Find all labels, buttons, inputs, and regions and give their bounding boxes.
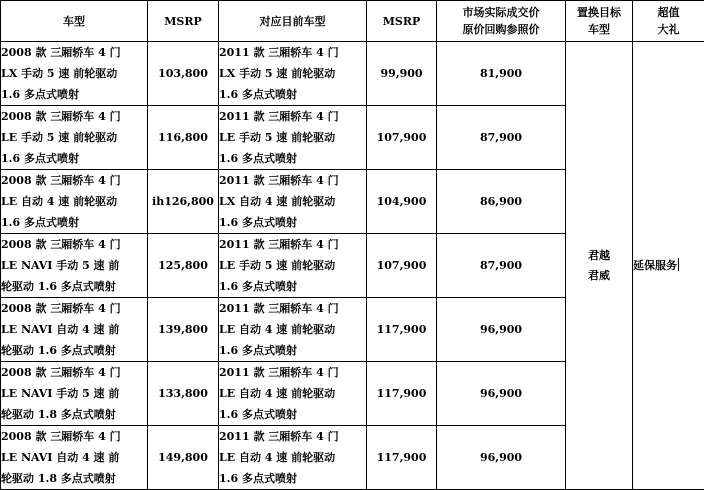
header-market-price-line-1: 市场实际成交价: [437, 4, 565, 21]
header-gift-line-2: 大礼: [633, 21, 704, 38]
old-model-line: LE NAVI 手动 5 速 前: [1, 255, 147, 276]
old-model-line: 2008 款 三厢轿车 4 门: [1, 42, 147, 63]
new-model-line: 2011 款 三厢轿车 4 门: [219, 234, 366, 255]
old-model-line: 2008 款 三厢轿车 4 门: [1, 362, 147, 383]
old-model-line: LX 手动 5 速 前轮驱动: [1, 63, 147, 84]
old-model-line: 2008 款 三厢轿车 4 门: [1, 170, 147, 191]
header-row: [1, 1, 704, 42]
new-msrp-cell: 104,900: [367, 170, 437, 234]
new-model-line: LE 自动 4 速 前轮驱动: [219, 319, 366, 340]
new-model-line: 1.6 多点式喷射: [219, 404, 366, 425]
old-model-line: LE NAVI 手动 5 速 前: [1, 383, 147, 404]
gift-text: 延保服务: [633, 259, 677, 272]
text-cursor: [678, 258, 679, 271]
buyback-price-cell: 96,900: [437, 298, 566, 362]
old-model-line: 2008 款 三厢轿车 4 门: [1, 106, 147, 127]
new-model-cell: [219, 170, 367, 234]
new-model-cell: [219, 362, 367, 426]
new-model-line: 1.6 多点式喷射: [219, 148, 366, 169]
new-model-line: LE 手动 5 速 前轮驱动: [219, 127, 366, 148]
new-model-line: 1.6 多点式喷射: [219, 212, 366, 233]
table-row: [1, 42, 704, 106]
old-model-line: LE NAVI 自动 4 速 前: [1, 447, 147, 468]
header-current-model: 对应目前车型: [219, 1, 367, 42]
new-model-line: 1.6 多点式喷射: [219, 340, 366, 361]
new-model-line: 2011 款 三厢轿车 4 门: [219, 42, 366, 63]
header-market-price-line-2: 原价回购参照价: [437, 21, 565, 38]
old-model-cell: [1, 106, 148, 170]
new-model-line: LE 自动 4 速 前轮驱动: [219, 383, 366, 404]
target-model-cell: [566, 42, 633, 490]
header-gift: [633, 1, 704, 42]
header-gift-line-1: 超值: [633, 4, 704, 21]
old-msrp-cell: 125,800: [148, 234, 219, 298]
new-model-cell: [219, 234, 367, 298]
new-model-line: 2011 款 三厢轿车 4 门: [219, 106, 366, 127]
new-model-line: 2011 款 三厢轿车 4 门: [219, 426, 366, 447]
old-model-line: 2008 款 三厢轿车 4 门: [1, 234, 147, 255]
buyback-price-cell: 87,900: [437, 106, 566, 170]
new-model-line: LE 自动 4 速 前轮驱动: [219, 447, 366, 468]
new-model-line: 1.6 多点式喷射: [219, 276, 366, 297]
header-target-line-2: 车型: [566, 21, 632, 38]
old-msrp-cell: 133,800: [148, 362, 219, 426]
new-msrp-cell: 117,900: [367, 426, 437, 490]
old-model-cell: [1, 426, 148, 490]
old-model-line: 1.6 多点式喷射: [1, 212, 147, 233]
old-model-line: LE 自动 4 速 前轮驱动: [1, 191, 147, 212]
new-msrp-cell: 107,900: [367, 106, 437, 170]
buyback-price-cell: 81,900: [437, 42, 566, 106]
old-model-line: 1.6 多点式喷射: [1, 84, 147, 105]
new-model-line: LX 自动 4 速 前轮驱动: [219, 191, 366, 212]
old-model-line: 轮驱动 1.6 多点式喷射: [1, 276, 147, 297]
buyback-price-cell: 86,900: [437, 170, 566, 234]
new-model-cell: [219, 298, 367, 362]
buyback-price-cell: 96,900: [437, 426, 566, 490]
old-msrp-cell: 139,800: [148, 298, 219, 362]
old-msrp-cell: 116,800: [148, 106, 219, 170]
gift-cell[interactable]: [633, 42, 704, 490]
target-model-name: 君威: [566, 266, 632, 286]
new-model-cell: [219, 106, 367, 170]
old-model-line: 轮驱动 1.8 多点式喷射: [1, 404, 147, 425]
old-model-cell: [1, 170, 148, 234]
new-msrp-cell: 117,900: [367, 298, 437, 362]
old-model-cell: [1, 362, 148, 426]
header-target-model: [566, 1, 633, 42]
new-msrp-cell: 107,900: [367, 234, 437, 298]
target-model-name: 君越: [566, 246, 632, 266]
old-model-line: LE 手动 5 速 前轮驱动: [1, 127, 147, 148]
new-model-line: 1.6 多点式喷射: [219, 84, 366, 105]
new-model-cell: [219, 42, 367, 106]
old-model-line: 1.6 多点式喷射: [1, 148, 147, 169]
old-model-line: 2008 款 三厢轿车 4 门: [1, 298, 147, 319]
old-model-line: 轮驱动 1.6 多点式喷射: [1, 340, 147, 361]
header-market-price: [437, 1, 566, 42]
buyback-price-cell: 96,900: [437, 362, 566, 426]
old-msrp-cell: 103,800: [148, 42, 219, 106]
old-msrp-cell: ih126,800: [148, 170, 219, 234]
old-model-cell: [1, 42, 148, 106]
old-model-line: LE NAVI 自动 4 速 前: [1, 319, 147, 340]
header-old-msrp: MSRP: [148, 1, 219, 42]
old-msrp-cell: 149,800: [148, 426, 219, 490]
old-model-line: 轮驱动 1.8 多点式喷射: [1, 468, 147, 489]
header-target-line-1: 置换目标: [566, 4, 632, 21]
new-model-line: 2011 款 三厢轿车 4 门: [219, 362, 366, 383]
header-old-model: 车型: [1, 1, 148, 42]
new-model-line: LE 手动 5 速 前轮驱动: [219, 255, 366, 276]
new-model-line: 1.6 多点式喷射: [219, 468, 366, 489]
new-model-line: 2011 款 三厢轿车 4 门: [219, 170, 366, 191]
new-msrp-cell: 99,900: [367, 42, 437, 106]
old-model-cell: [1, 234, 148, 298]
header-current-msrp: MSRP: [367, 1, 437, 42]
old-model-cell: [1, 298, 148, 362]
new-model-line: 2011 款 三厢轿车 4 门: [219, 298, 366, 319]
buyback-price-cell: 87,900: [437, 234, 566, 298]
new-model-line: LX 手动 5 速 前轮驱动: [219, 63, 366, 84]
new-msrp-cell: 117,900: [367, 362, 437, 426]
new-model-cell: [219, 426, 367, 490]
old-model-line: 2008 款 三厢轿车 4 门: [1, 426, 147, 447]
